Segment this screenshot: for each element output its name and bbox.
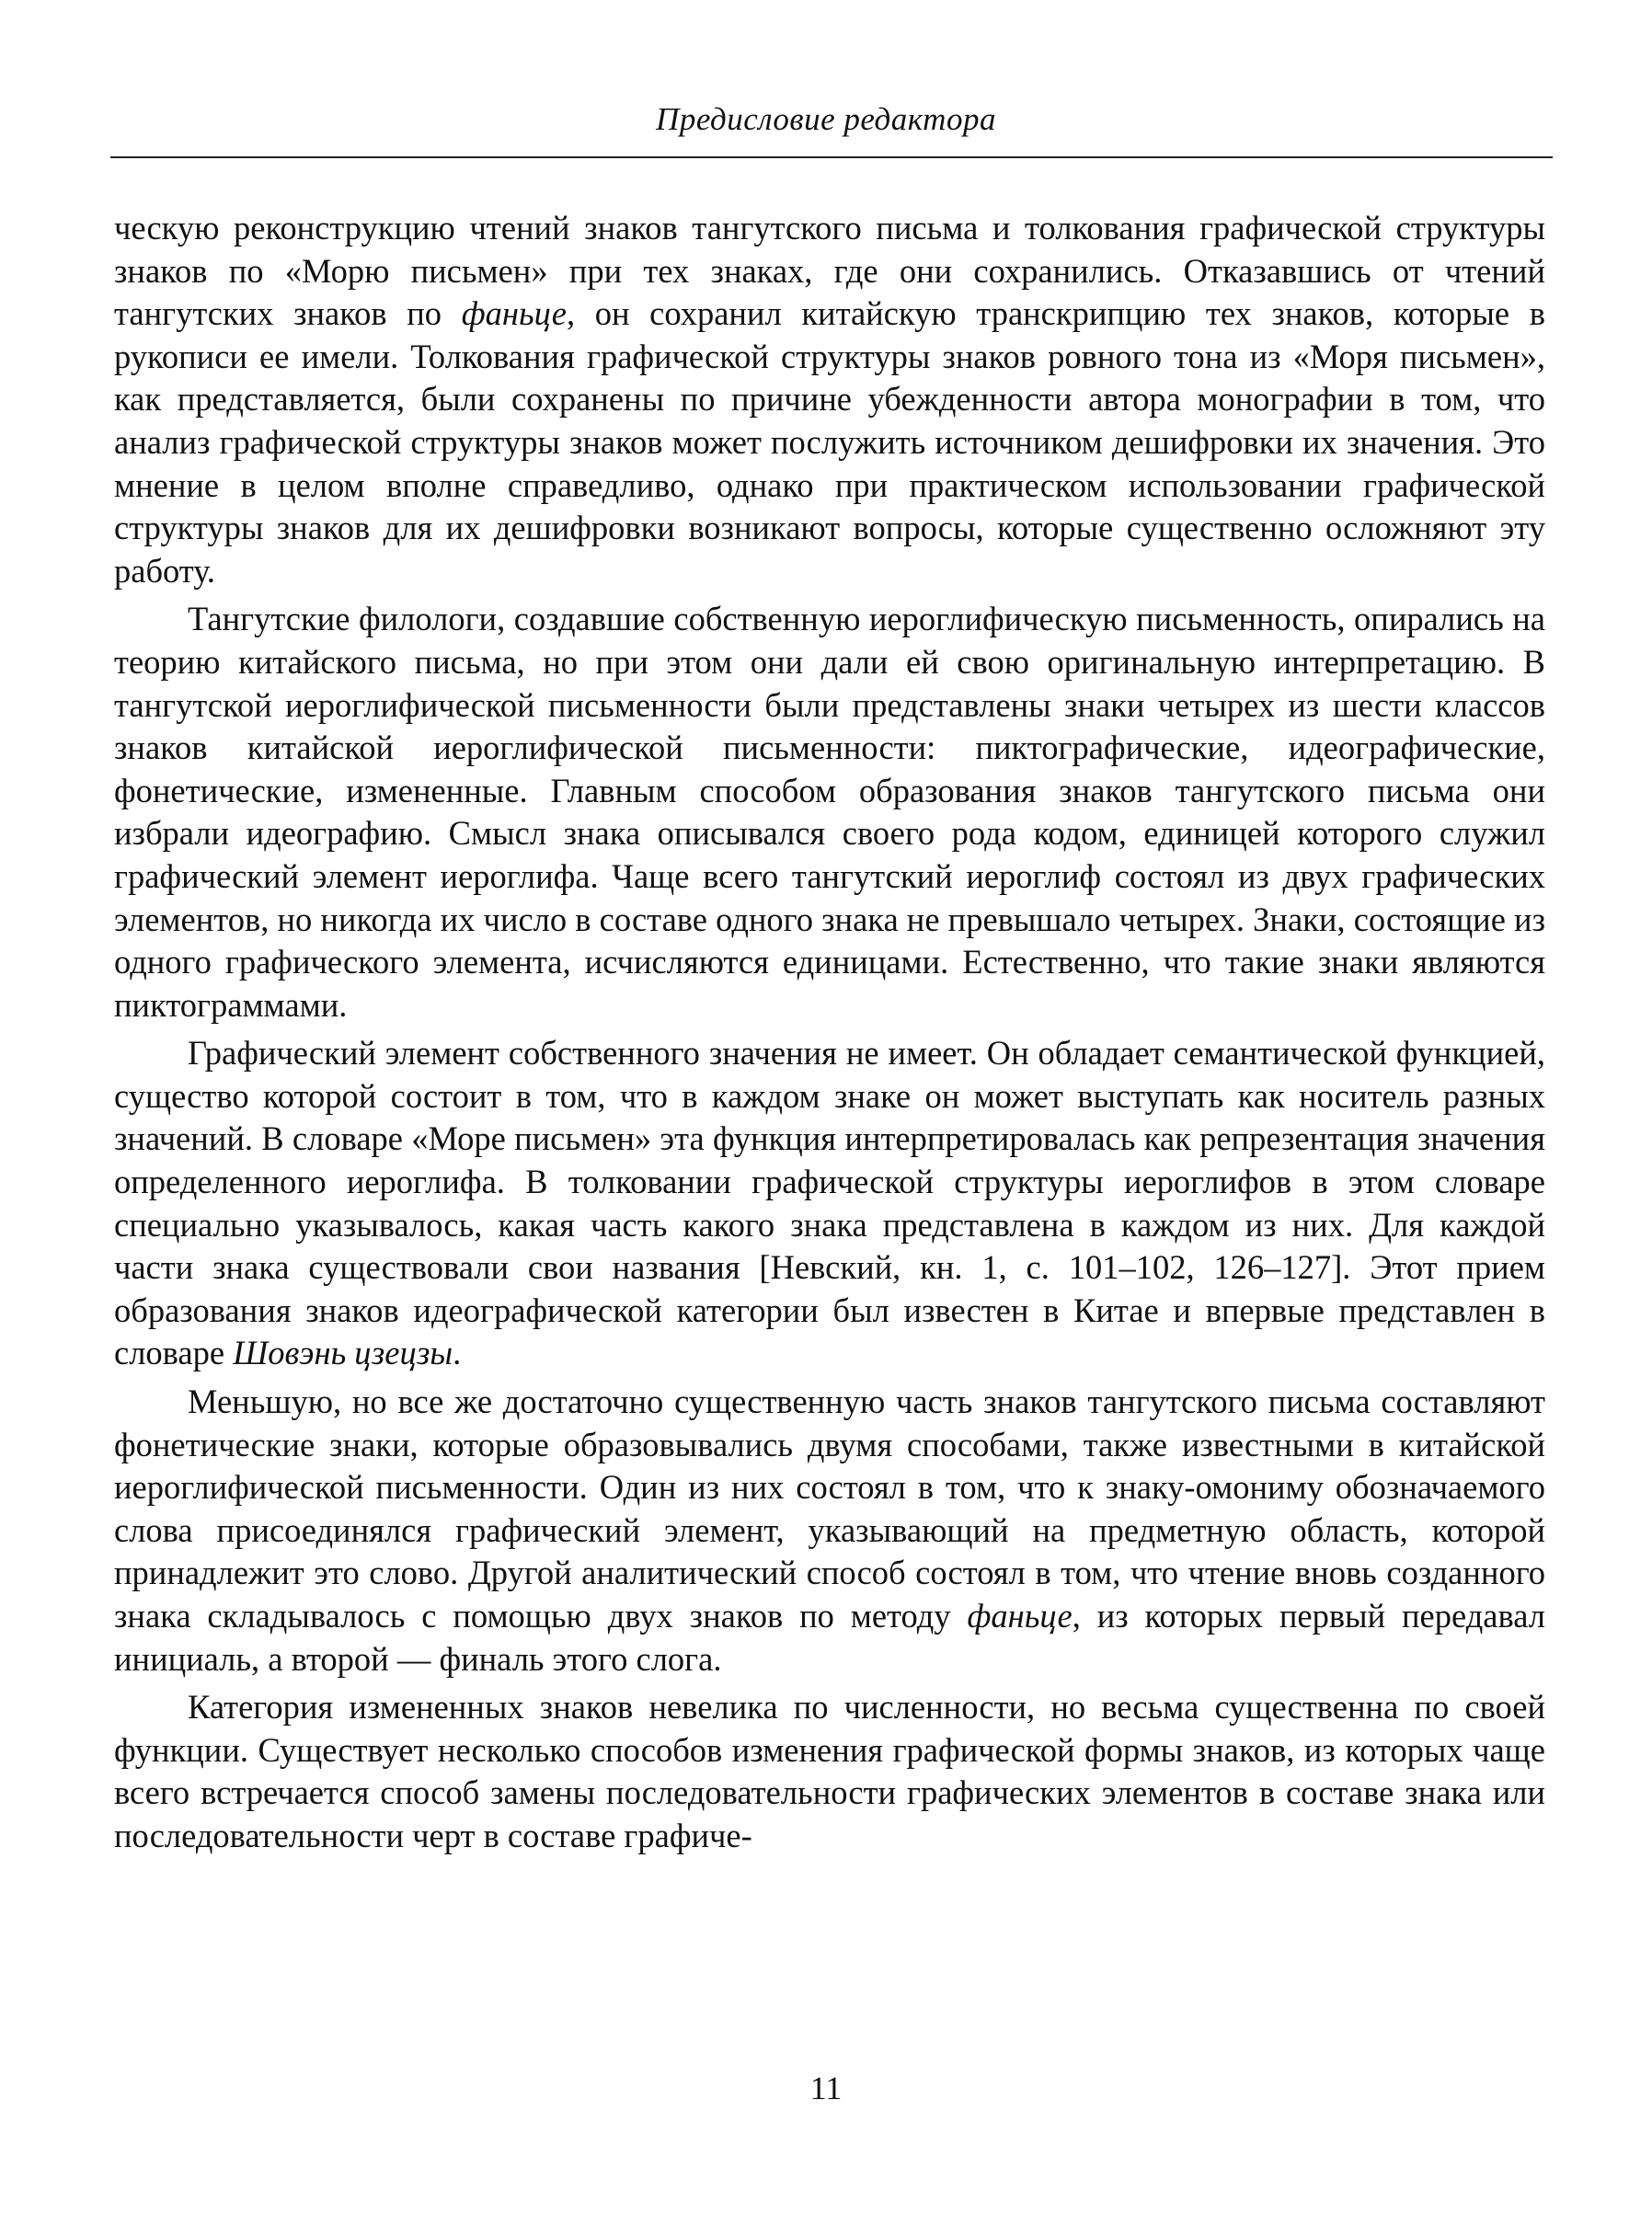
paragraph-text: Категория измененных знаков невелика по численности, но весьма существенна по своей функции. Существует несколько способов изменения графической формы знаков, из которых чаще всего встречается способ замены последовательности графических элементов в составе знака или последовательности черт в составе графиче- (114, 1688, 1545, 1854)
paragraph-3 (114, 1032, 1545, 1375)
running-title: Предисловие редактора (656, 101, 996, 137)
paragraph-text: . (453, 1334, 462, 1372)
paragraph-4 (114, 1381, 1545, 1681)
paragraph-1 (114, 207, 1545, 592)
paragraph-text: Меньшую, но все же достаточно существенную часть знаков тангутского письма составляют фонетические знаки, которые образовывались двумя способами, также известными в китайской иероглифической письменности. Один из них состоял в том, что к знаку-омониму обозначаемого слова присоединялся графический элемент, указывающий на предметную область, которой принадлежит это слово. Другой аналитический способ состоял в том, что чтение вновь созданного знака складывалось с помощью двух знаков по методу (114, 1383, 1545, 1635)
paragraph-text: Графический элемент собственного значения не имеет. Он обладает семантической функцией, существо которой состоит в том, что в каждом знаке он может выступать как носитель разных значений. В словаре «Море письмен» эта функция интерпретировалась как репрезентация значения определенного иероглифа. В толковании графической структуры иероглифов в этом словаре специально указывалось, какая часть какого знака представлена в каждом из них. Для каждой части знака существовали свои названия [Невский, кн. 1, с. 101–102, 126–127]. Этот прием образования знаков идеографической категории был известен в Китае и впервые представлен в словаре (114, 1034, 1545, 1372)
paragraph-text: ческую реконструкцию чтений знаков тангутского письма и толкования графической структуры знаков по «Морю письмен» при тех знаках, где они сохранились. Отказавшись от чтений тангутских знаков по (114, 209, 1545, 333)
body-text (114, 207, 1545, 1858)
header-rule (110, 156, 1553, 158)
paragraph-5 (114, 1686, 1545, 1857)
paragraph-text-italic: фаньце (461, 294, 567, 333)
paragraph-2 (114, 598, 1545, 1027)
paragraph-text-italic: Шовэнь цзецзы (233, 1334, 453, 1372)
paragraph-text-italic: фаньце (967, 1597, 1073, 1635)
paragraph-text: , он сохранил китайскую транскрипцию тех знаков, которые в рукописи ее имели. Толкования графической структуры знаков ровного тона из «Моря письмен», как представляется, были сохранены по причине убежденности автора монографии в том, что анализ графической структуры знаков может послужить источником дешифровки их значения. Это мнение в целом вполне справедливо, однако при практическом использовании графической структуры знаков для их дешифровки возникают вопросы, которые существенно осложняют эту работу. (114, 294, 1545, 590)
page-number: 11 (809, 2070, 843, 2106)
paragraph-text: Тангутские филологи, создавшие собственную иероглифическую письменность, опирались на теорию китайского письма, но при этом они дали ей свою оригинальную интерпретацию. В тангутской иероглифической письменности были представлены знаки четырех из шести классов знаков китайской иероглифической письменности: пиктографические, идеографические, фонетические, измененные. Главным способом образования знаков тангутского письма они избрали идеографию. Смысл знака описывался своего рода кодом, единицей которого служил графический элемент иероглифа. Чаще всего тангутский иероглиф состоял из двух графических элементов, но никогда их число в составе одного знака не превышало четырех. Знаки, состоящие из одного графического элемента, исчисляются единицами. Естественно, что такие знаки являются пиктограммами. (114, 600, 1545, 1024)
paragraph-text: , из которых первый передавал инициаль, а второй — финаль этого слога. (114, 1597, 1545, 1678)
